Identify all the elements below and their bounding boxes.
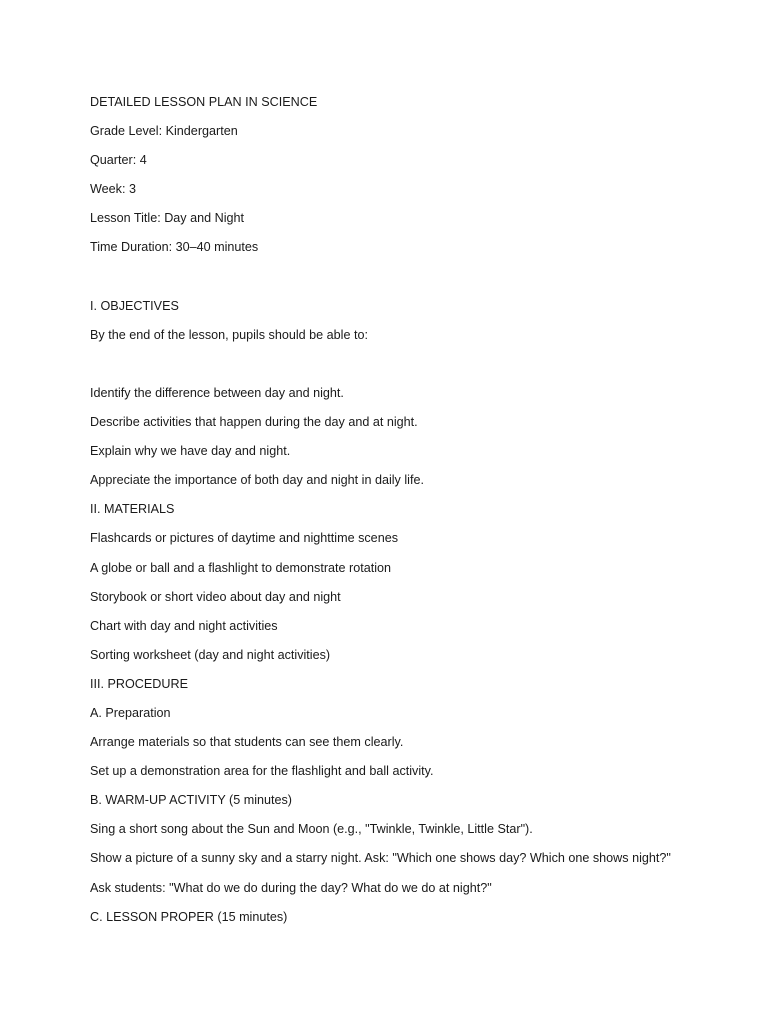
procedure-item: Set up a demonstration area for the flashlight and ball activity. — [90, 764, 434, 779]
grade-level: Grade Level: Kindergarten — [90, 124, 238, 139]
subsection-heading-lesson-proper: C. LESSON PROPER (15 minutes) — [90, 909, 288, 924]
week: Week: 3 — [90, 182, 136, 197]
procedure-item: Ask students: "What do we do during the day? What do we do at night?" — [90, 880, 492, 895]
objective-item: Appreciate the importance of both day and night in daily life. — [90, 473, 424, 488]
material-item: Storybook or short video about day and night — [90, 589, 341, 604]
section-heading-procedure: III. PROCEDURE — [90, 676, 188, 691]
procedure-item: Sing a short song about the Sun and Moon (e.g., "Twinkle, Twinkle, Little Star"). — [90, 822, 533, 837]
document-title: DETAILED LESSON PLAN IN SCIENCE — [90, 95, 318, 109]
material-item: A globe or ball and a flashlight to demonstrate rotation — [90, 560, 392, 575]
objective-item: Identify the difference between day and night. — [90, 385, 344, 400]
subsection-heading-preparation: A. Preparation — [90, 705, 171, 720]
material-item: Flashcards or pictures of daytime and nighttime scenes — [90, 531, 398, 546]
blank-line — [90, 355, 730, 384]
quarter: Quarter: 4 — [90, 153, 147, 168]
lesson-title: Lesson Title: Day and Night — [90, 211, 245, 226]
objective-item: Explain why we have day and night. — [90, 444, 291, 459]
section-heading-objectives: I. OBJECTIVES — [90, 298, 179, 313]
material-item: Sorting worksheet (day and night activities) — [90, 647, 331, 662]
objective-item: Describe activities that happen during the day and at night. — [90, 415, 418, 430]
document-body — [90, 93, 730, 937]
procedure-item: Arrange materials so that students can see them clearly. — [90, 735, 404, 750]
material-item: Chart with day and night activities — [90, 618, 278, 633]
procedure-item: Show a picture of a sunny sky and a starry night. Ask: "Which one shows day? Which one shows night?" — [90, 851, 671, 866]
subsection-heading-warm-up: B. WARM-UP ACTIVITY (5 minutes) — [90, 793, 293, 808]
blank-line — [90, 268, 730, 297]
time-duration: Time Duration: 30–40 minutes — [90, 240, 259, 255]
objectives-intro: By the end of the lesson, pupils should be able to: — [90, 327, 368, 342]
section-heading-materials: II. MATERIALS — [90, 502, 175, 517]
